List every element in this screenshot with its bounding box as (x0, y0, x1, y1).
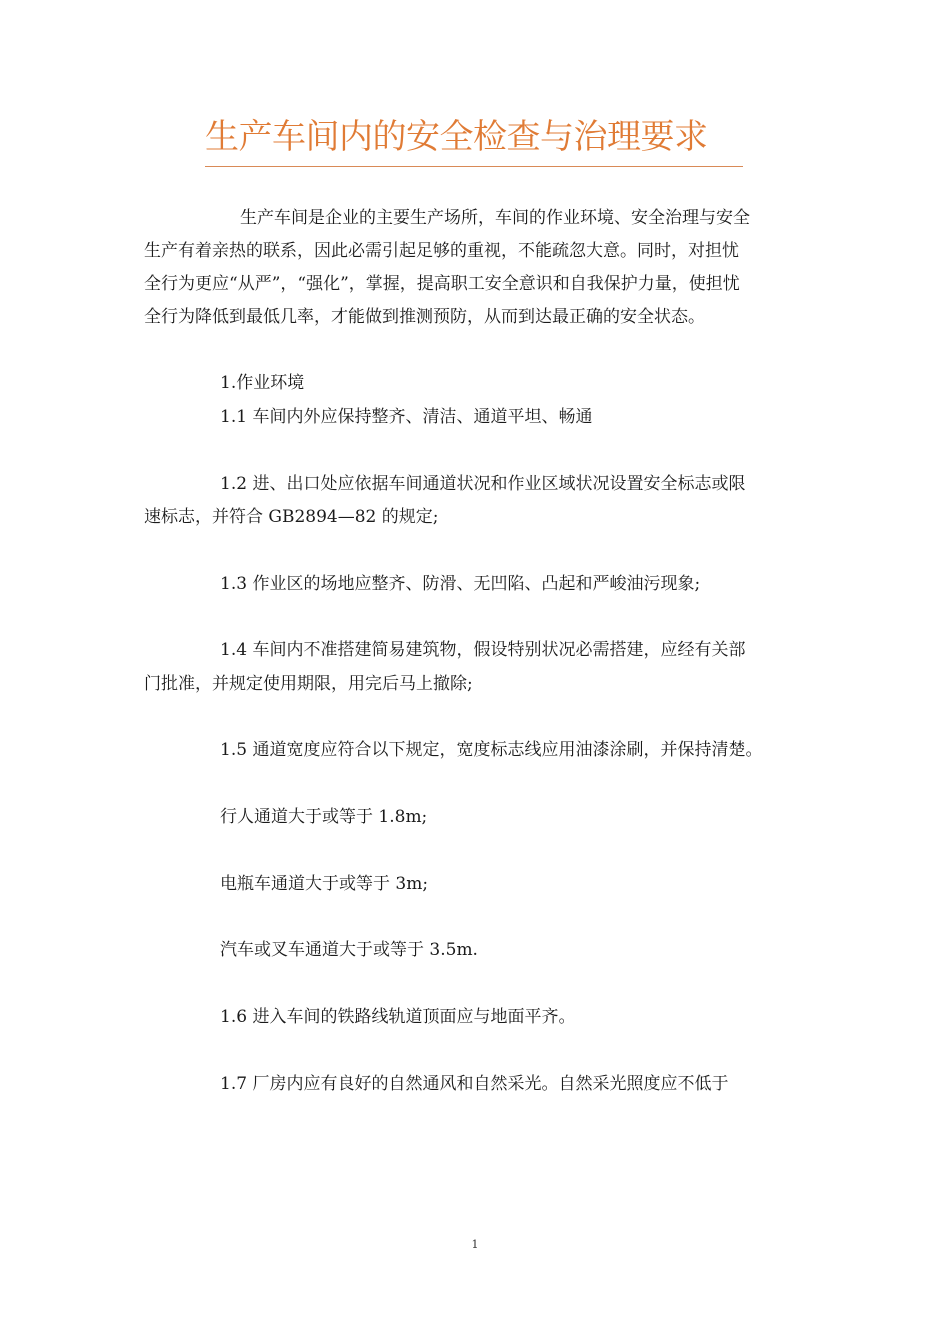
item-1-3: 1.3 作业区的场地应整齐、防滑、无凹陷、凸起和严峻油污现象; (220, 574, 701, 594)
item-1-4-line-1: 1.4 车间内不准搭建简易建筑物，假设特别状况必需搭建，应经有关部 (220, 640, 746, 660)
item-1-4-line-2: 门批准，并规定使用期限，用完后马上撤除; (144, 674, 473, 694)
title-underline (205, 166, 743, 167)
intro-line-1: 生产车间是企业的主要生产场所，车间的作业环境、安全治理与安全 (240, 208, 750, 228)
width-forklift: 汽车或叉车通道大于或等于 3.5m. (220, 940, 478, 960)
item-1-2-line-1: 1.2 进、出口处应依据车间通道状况和作业区域状况设置安全标志或限 (220, 474, 746, 494)
document-title: 生产车间内的安全检查与治理要求 (205, 117, 708, 157)
item-1-2-line-2: 速标志，并符合 GB2894—82 的规定; (144, 507, 439, 527)
section-heading: 1.作业环境 (220, 373, 305, 393)
page-number: 1 (471, 1238, 479, 1251)
item-1-6: 1.6 进入车间的铁路线轨道顶面应与地面平齐。 (220, 1007, 576, 1027)
intro-line-4: 全行为降低到最低几率，才能做到推测预防，从而到达最正确的安全状态。 (144, 307, 705, 327)
intro-line-2: 生产有着亲热的联系，因此必需引起足够的重视，不能疏忽大意。同时，对担忧 (144, 241, 739, 261)
item-1-5: 1.5 通道宽度应符合以下规定，宽度标志线应用油漆涂刷，并保持清楚。 (220, 740, 763, 760)
width-pedestrian: 行人通道大于或等于 1.8m; (220, 807, 428, 827)
item-1-1: 1.1 车间内外应保持整齐、清洁、通道平坦、畅通 (220, 407, 593, 427)
width-electric-cart: 电瓶车通道大于或等于 3m; (220, 874, 429, 894)
item-1-7: 1.7 厂房内应有良好的自然通风和自然采光。自然采光照度应不低于 (220, 1074, 729, 1094)
intro-line-3: 全行为更应“从严”，“强化”，掌握，提高职工安全意识和自我保护力量，使担忧 (144, 274, 740, 294)
